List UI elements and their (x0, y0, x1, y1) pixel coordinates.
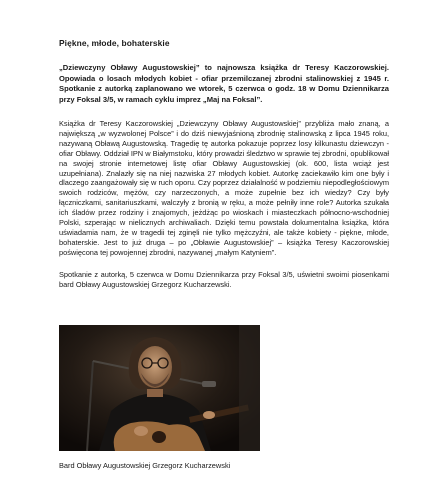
photo-illustration (59, 325, 260, 451)
article-closing-paragraph: Spotkanie z autorką, 5 czerwca w Domu Dziennikarza przy Foksal 3/5, uświetni swoimi piosenkami bard Obławy Augustowskiej Grzegorz Kucharzewski. (59, 269, 389, 289)
article (59, 38, 389, 290)
article-title: Piękne, młode, bohaterskie (59, 38, 170, 48)
article-body: Książka dr Teresy Kaczorowskiej „Dziewczyny Obławy Augustowskiej” przybliża mało znaną, a największą „w wyzwolonej Polsce” i do dziś niewyjaśnioną zbrodnię stalinowską z lipca 1945 roku, nazywaną Obławą Augustowską. Tragedię tę autorka pokazuje poprzez losy kilkunastu dziewczyn - ofiar Obławy. Oddział IPN w Białymstoku, który prowadzi śledztwo w sprawie tej zbrodni, opublikował na swojej stronie internetowej listę ofiar Obławy Augustowskiej (ok. 600, lista wciąż jest uzupełniana). Znalazły się na niej nazwiska 27 młodych kobiet. Autorkę zaciekawiło kim one były i dlaczego zaangażowały się w ruch oporu. Czy poprzez działalność w podziemiu niepodległościowym swoich rodziców, mężów, czy narzeczonych, a może zupełnie bez ich wiedzy? Czy były łączniczkami, sanitariuszkami, walczyły z bronią w ręku, a może pełniły inne role? Autorka szukała ich śladów przez rodziny i znajomych, jeżdżąc po wioskach i miasteczkach północno-wschodniej Polski, szperając w nielicznych archiwaliach. Dzięki temu powstała dokumentalna książka, która uświadamia nam, że w tragedii tej zginęli nie tylko mężczyźni, ale także kobiety - piękne, młode, bohaterskie. Jest to już druga – po „Obławie Augustowskiej” – książka Teresy Kaczorowskiej poświęcona tej powojennej zbrodni, nazywanej „małym Katyniem”. (59, 119, 389, 257)
photo-caption: Bard Obławy Augustowskiej Grzegorz Kucharzewski (59, 461, 231, 470)
photo-guitarist (59, 325, 260, 451)
article-lead: „Dziewczyny Obławy Augustowskiej” to najnowsza książka dr Teresy Kaczorowskiej. Opowiada o losach młodych kobiet - ofiar przemilczanej zbrodni stalinowskiej z 1945 r. Spotkanie z autorką zaplanowano we wtorek, 5 czerwca o godz. 18 w Domu Dziennikarza przy Foksal 3/5, w ramach cyklu imprez „Maj na Foksal”. (59, 63, 389, 104)
